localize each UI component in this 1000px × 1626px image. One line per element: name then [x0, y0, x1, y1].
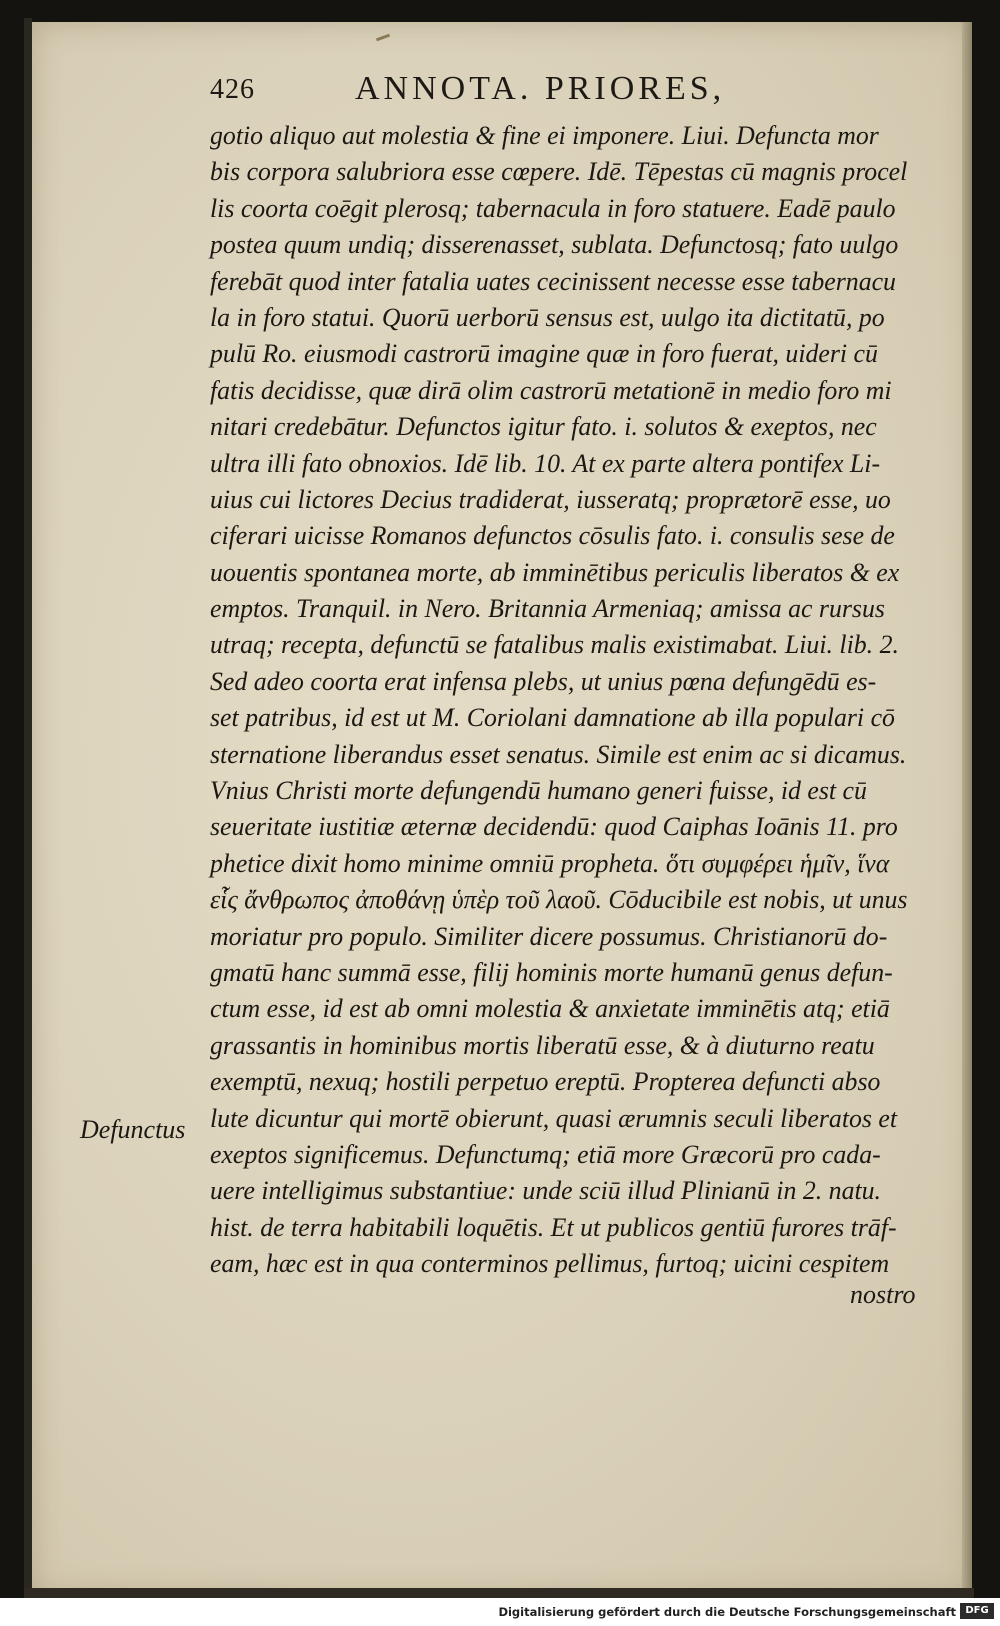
text-line: lis coorta coēgit plerosq; tabernacula in foro statuere. Eadē paulo	[210, 193, 896, 223]
text-line: ferebāt quod inter fatalia uates cecinissent necesse esse tabernacu	[210, 266, 896, 296]
text-line: gotio aliquo aut molestia & fine ei imponere. Liui. Defuncta mor	[210, 121, 879, 150]
text-line: la in foro statui. Quorū uerborū sensus est, uulgo ita dictitatū, po	[210, 302, 885, 332]
marginal-note: Defunctus	[80, 1115, 186, 1144]
page-number: 426	[210, 74, 255, 105]
text-line: Vnius Christi morte defungendū humano generi fuisse, id est cū	[210, 776, 867, 806]
footer-bar	[0, 1598, 1000, 1626]
book-edge-left	[24, 18, 32, 1598]
text-line: gmatū hanc summā esse, filij hominis morte humanū genus defun-	[210, 957, 893, 987]
text-line: uouentis spontanea morte, ab imminētibus periculis liberatos & ex	[210, 557, 900, 587]
text-line: ultra illi fato obnoxios. Idē lib. 10. At ex parte altera pontifex Li-	[210, 448, 881, 478]
book-edge-bottom	[24, 1588, 974, 1598]
text-line: seueritate iustitiæ æternæ decidendū: quod Caiphas Ioānis 11. pro	[210, 812, 898, 842]
text-line: set patribus, id est ut M. Coriolani damnatione ab illa populari cō	[210, 703, 895, 733]
book-spine-edge	[962, 22, 972, 1596]
text-line: hist. de terra habitabili loquētis. Et ut publicos gentiū furores trāf-	[210, 1212, 897, 1242]
text-line: uius cui lictores Decius tradiderat, iusseratq; proprætorē esse, uo	[210, 484, 891, 514]
text-line: emptos. Tranquil. in Nero. Britannia Armeniaq; amissa ac rursus	[210, 594, 885, 624]
text-line: eam, hæc est in qua conterminos pellimus, furtoq; uicini cespitem	[210, 1249, 890, 1279]
funding-credit: Digitalisierung gefördert durch die Deutsche Forschungsgemeinschaft	[498, 1605, 956, 1619]
text-line: ciferari uicisse Romanos defunctos cōsulis fato. i. consulis sese de	[210, 521, 895, 551]
dfg-logo: DFG	[960, 1603, 994, 1619]
text-line: bis corpora salubriora esse cœpere. Idē. Tēpestas cū magnis procel	[210, 157, 908, 187]
catchword: nostro	[850, 1280, 916, 1309]
text-line: postea quum undiq; disserenasset, sublata. Defunctosq; fato uulgo	[210, 230, 899, 260]
text-line: uere intelligimus substantiue: unde sciū illud Plinianū in 2. natu.	[210, 1176, 882, 1206]
text-line: pulū Ro. eiusmodi castrorū imagine quæ in foro fuerat, uideri cū	[210, 339, 878, 369]
running-head: ANNOTA. PRIORES,	[355, 70, 726, 107]
page-header	[210, 66, 910, 116]
text-line: utraq; recepta, defunctū se fatalibus malis existimabat. Liui. lib. 2.	[210, 630, 899, 660]
text-line: grassantis in hominibus mortis liberatū esse, & à diuturno reatu	[210, 1030, 875, 1060]
text-line: εἷς ἄνθρωπος ἀποθάνῃ ὑπὲρ τοῦ λαοῦ. Cōducibile est nobis, ut unus	[210, 885, 908, 915]
body-text	[210, 118, 930, 1283]
text-line: Sed adeo coorta erat infensa plebs, ut unius pœna defungēdū es-	[210, 666, 877, 696]
text-line: fatis decidisse, quæ dirā olim castrorū metationē in medio foro mi	[210, 375, 892, 405]
text-line: exemptū, nexuq; hostili perpetuo ereptū. Propterea defuncti abso	[210, 1067, 881, 1097]
text-line: ctum esse, id est ab omni molestia & anxietate imminētis atq; etiā	[210, 994, 890, 1024]
text-line: exeptos significemus. Defunctumq; etiā more Græcorū pro cada-	[210, 1139, 881, 1169]
text-line: sternatione liberandus esset senatus. Simile est enim ac si dicamus.	[210, 739, 907, 769]
text-line: lute dicuntur qui mortē obierunt, quasi ærumnis seculi liberatos et	[210, 1103, 898, 1133]
text-line: moriatur pro populo. Similiter dicere possumus. Christianorū do-	[210, 921, 888, 951]
text-line: phetice dixit homo minime omniū propheta. ὅτι συμφέρει ἡμῖν, ἵνα	[210, 848, 890, 878]
text-line: nitari credebātur. Defunctos igitur fato. i. solutos & exeptos, nec	[210, 412, 877, 442]
